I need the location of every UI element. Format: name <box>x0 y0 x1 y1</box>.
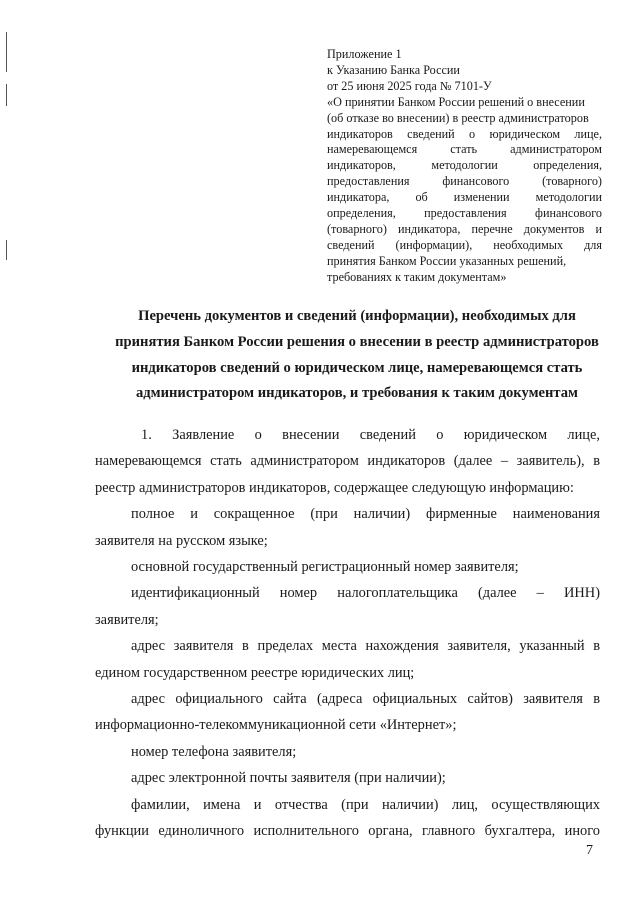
appendix-line: «О принятии Банком России решений о внесении <box>327 94 585 109</box>
scan-edge-mark <box>6 84 7 106</box>
page-number: 7 <box>586 843 593 858</box>
appendix-line: (об отказе во внесении) в реестр администраторов <box>327 110 589 125</box>
appendix-line: намеревающемся стать администратором <box>327 142 602 157</box>
body-line: намеревающемся стать администратором индикаторов (далее – заявитель), в <box>95 453 600 470</box>
body-line: фамилии, имена и отчества (при наличии) лиц, осуществляющих <box>131 796 600 813</box>
appendix-line: принятия Банком России указанных решений, <box>327 253 567 268</box>
document-body <box>95 422 600 845</box>
appendix-line: индикатора, об изменении методологии <box>327 190 602 205</box>
title-line: Перечень документов и сведений (информации), необходимых для <box>138 308 576 324</box>
appendix-line: предоставления финансового (товарного) <box>327 174 602 189</box>
body-line: едином государственном реестре юридических лиц; <box>95 664 415 681</box>
appendix-line: индикаторов сведений о юридическом лице, <box>327 126 602 141</box>
document-title <box>110 304 604 407</box>
body-line: информационно-телекоммуникационной сети «Интернет»; <box>95 717 457 734</box>
body-line: адрес электронной почты заявителя (при наличии); <box>131 770 446 787</box>
appendix-line: сведений (информации), необходимых для <box>327 237 602 252</box>
body-line: адрес заявителя в пределах места нахождения заявителя, указанный в <box>131 638 600 655</box>
appendix-line: (товарного) индикатора, перечне документов и <box>327 221 602 236</box>
title-line: индикаторов сведений о юридическом лице, намеревающемся стать <box>131 359 583 376</box>
body-line: идентификационный номер налогоплательщика (далее – ИНН) <box>131 585 600 602</box>
body-line: заявителя; <box>95 611 159 628</box>
body-line: основной государственный регистрационный номер заявителя; <box>131 559 519 576</box>
body-line: полное и сокращенное (при наличии) фирменные наименования <box>131 506 600 523</box>
body-line: 1. Заявление о внесении сведений о юридическом лице, <box>141 427 600 443</box>
appendix-line: от 25 июня 2025 года № 7101-У <box>327 78 492 93</box>
body-line: функции единоличного исполнительного органа, главного бухгалтера, иного <box>95 823 600 840</box>
scan-edge-mark <box>6 240 7 260</box>
body-line: номер телефона заявителя; <box>131 743 297 760</box>
appendix-line: Приложение 1 <box>327 47 402 61</box>
body-line: адрес официального сайта (адреса официальных сайтов) заявителя в <box>131 691 600 708</box>
appendix-line: индикаторов, методологии определения, <box>327 158 602 173</box>
body-line: заявителя на русском языке; <box>95 532 268 549</box>
scan-edge-mark <box>6 32 7 72</box>
appendix-line: требованиях к таким документам» <box>327 269 507 284</box>
appendix-line: определения, предоставления финансового <box>327 206 602 221</box>
title-line: администратором индикаторов, и требования к таким документам <box>136 385 578 402</box>
appendix-line: к Указанию Банка России <box>327 62 460 77</box>
appendix-header <box>327 47 602 286</box>
body-line: реестр администраторов индикаторов, содержащее следующую информацию: <box>95 479 574 496</box>
title-line: принятия Банком России решения о внесении в реестр администраторов <box>115 333 599 350</box>
